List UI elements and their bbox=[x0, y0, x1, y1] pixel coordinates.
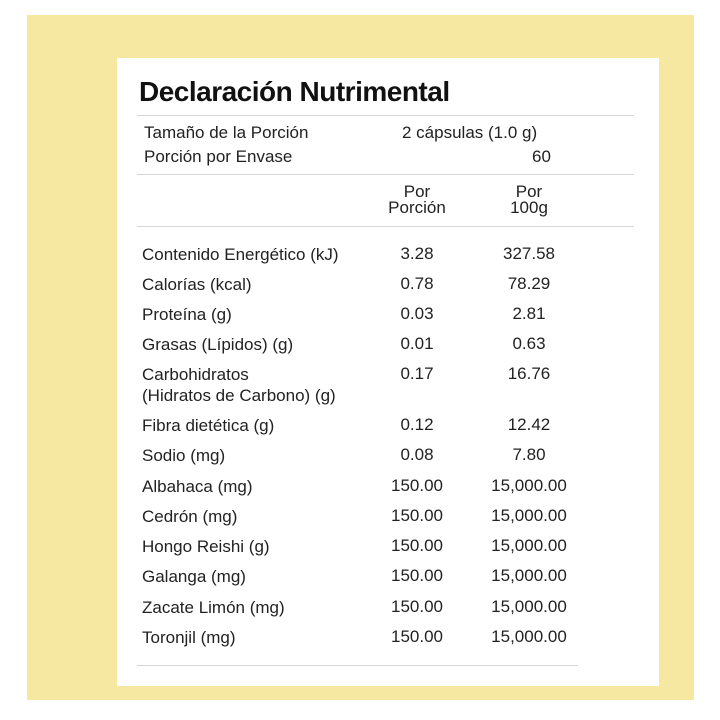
per-100g-value: 15,000.00 bbox=[491, 536, 567, 555]
nutrition-label-panel bbox=[117, 58, 659, 686]
nutrient-label: Hongo Reishi (g) bbox=[142, 537, 270, 556]
nutrient-label: Proteína (g) bbox=[142, 305, 232, 324]
nutrient-label: Cedrón (mg) bbox=[142, 507, 238, 526]
per-100g-value: 15,000.00 bbox=[491, 597, 567, 616]
per-portion-value: 0.01 bbox=[400, 334, 434, 353]
nutrient-label: Grasas (Lípidos) (g) bbox=[142, 335, 294, 354]
per-portion-value: 150.00 bbox=[391, 536, 443, 555]
per-portion-value: 0.17 bbox=[400, 364, 434, 383]
per-portion-value: 150.00 bbox=[391, 506, 443, 525]
nutrient-label: Zacate Limón (mg) bbox=[142, 598, 285, 617]
nutrient-label: Fibra dietética (g) bbox=[142, 416, 275, 435]
nutrient-label: Sodio (mg) bbox=[142, 446, 226, 465]
nutrient-label: Toronjil (mg) bbox=[142, 628, 236, 647]
per-100g-value: 327.58 bbox=[503, 244, 555, 263]
divider bbox=[137, 226, 634, 227]
serving-size-label: Tamaño de la Porción bbox=[144, 123, 309, 142]
per-100g-value: 15,000.00 bbox=[491, 566, 567, 585]
per-portion-value: 150.00 bbox=[391, 476, 443, 495]
per-portion-value: 150.00 bbox=[391, 566, 443, 585]
per-portion-value: 3.28 bbox=[400, 244, 434, 263]
column-header-per-portion: Por Porción bbox=[388, 182, 446, 217]
servings-per-container-label: Porción por Envase bbox=[144, 147, 293, 166]
nutrient-label: Carbohidratos (Hidratos de Carbono) (g) bbox=[142, 365, 336, 405]
bottom-divider bbox=[137, 665, 578, 666]
per-100g-value: 16.76 bbox=[507, 364, 551, 383]
divider bbox=[137, 115, 634, 116]
per-portion-value: 0.03 bbox=[400, 304, 434, 323]
column-header-per-100g: Por 100g bbox=[510, 182, 548, 217]
per-100g-value: 0.63 bbox=[512, 334, 546, 353]
servings-per-container-value: 60 bbox=[532, 147, 551, 166]
serving-size-value: 2 cápsulas (1.0 g) bbox=[402, 123, 538, 142]
nutrient-label: Albahaca (mg) bbox=[142, 477, 253, 496]
per-portion-value: 150.00 bbox=[391, 597, 443, 616]
nutrient-label: Contenido Energético (kJ) bbox=[142, 245, 339, 264]
divider bbox=[137, 174, 634, 175]
per-portion-value: 150.00 bbox=[391, 627, 443, 646]
per-portion-value: 0.78 bbox=[400, 274, 434, 293]
yellow-frame bbox=[27, 15, 694, 700]
page-title: Declaración Nutrimental bbox=[139, 76, 450, 107]
per-portion-value: 0.08 bbox=[400, 445, 434, 464]
nutrient-label: Galanga (mg) bbox=[142, 567, 246, 586]
per-100g-value: 2.81 bbox=[512, 304, 546, 323]
per-100g-value: 15,000.00 bbox=[491, 476, 567, 495]
per-100g-value: 12.42 bbox=[507, 415, 551, 434]
per-100g-value: 7.80 bbox=[512, 445, 546, 464]
per-100g-value: 15,000.00 bbox=[491, 506, 567, 525]
nutrient-label: Calorías (kcal) bbox=[142, 275, 252, 294]
per-100g-value: 15,000.00 bbox=[491, 627, 567, 646]
per-portion-value: 0.12 bbox=[400, 415, 434, 434]
per-100g-value: 78.29 bbox=[507, 274, 551, 293]
